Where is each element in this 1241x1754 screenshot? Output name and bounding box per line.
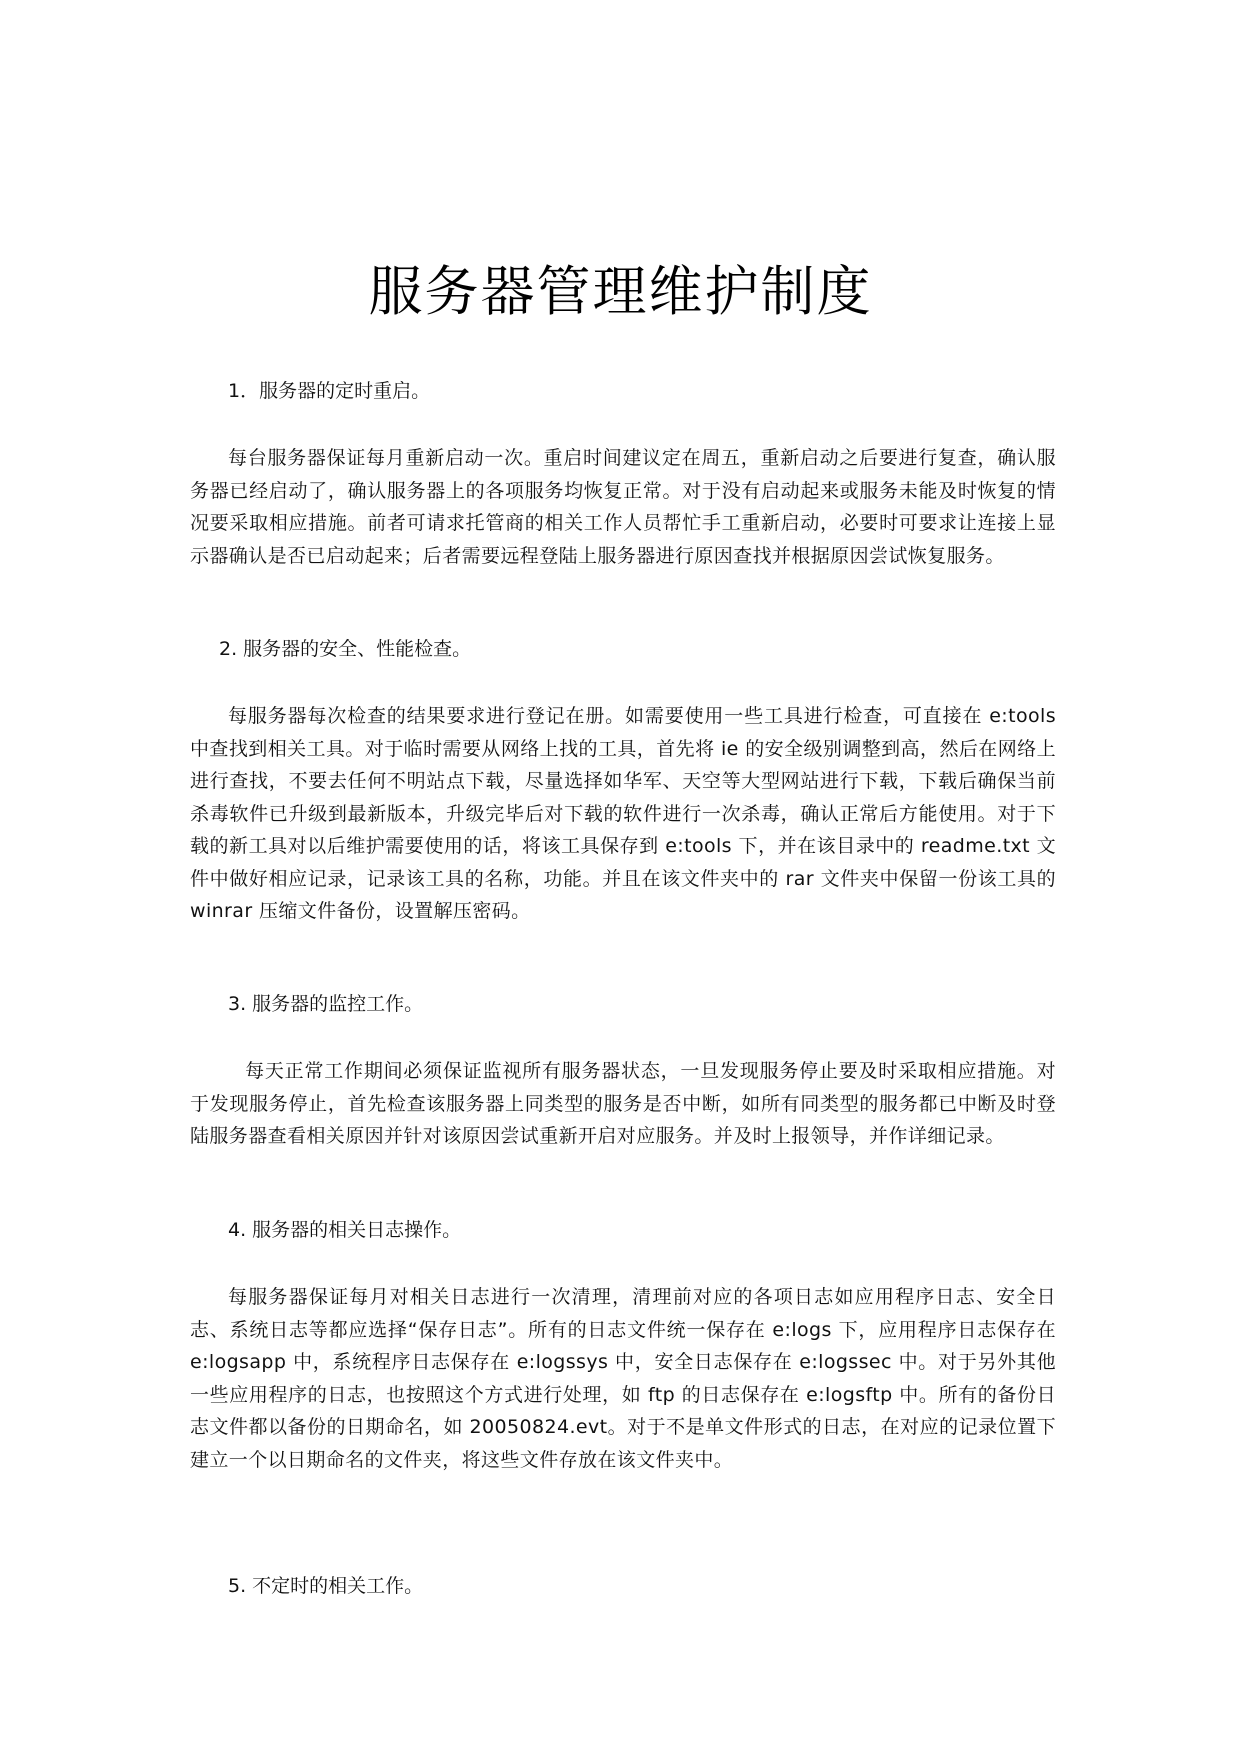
section-5-heading: 5. 不定时的相关工作。 (228, 1575, 424, 1597)
section-4-heading: 4. 服务器的相关日志操作。 (228, 1219, 462, 1241)
section-3-body: 每天正常工作期间必须保证监视所有服务器状态，一旦发现服务停止要及时采取相应措施。对于发现服务停止，首先检查该服务器上同类型的服务是否中断，如所有同类型的服务都已中断及时登陆服务器查看相关原因并针对该原因尝试重新开启对应服务。并及时上报领导，并作详细记录。 (190, 1060, 1056, 1147)
section-3-heading: 3. 服务器的监控工作。 (228, 993, 424, 1015)
section-1-heading: 1．服务器的定时重启。 (228, 380, 431, 402)
section-1-body: 每台服务器保证每月重新启动一次。重启时间建议定在周五，重新启动之后要进行复查，确认服务器已经启动了，确认服务器上的各项服务均恢复正常。对于没有启动起来或服务未能及时恢复的情况要采取相应措施。前者可请求托管商的相关工作人员帮忙手工重新启动，必要时可要求让连接上显示器确认是否已启动起来；后者需要远程登陆上服务器进行原因查找并根据原因尝试恢复服务。 (190, 447, 1056, 567)
section-4-body: 每服务器保证每月对相关日志进行一次清理，清理前对应的各项日志如应用程序日志、安全日志、系统日志等都应选择“保存日志”。所有的日志文件统一保存在 e:logs 下，应用程序日志保存在 e:logsapp 中，系统程序日志保存在 e:logssys 中，安全日志保存在 e:logssec 中。对于另外其他一些应用程序的日志，也按照这个方式进行处理，如 ftp 的日志保存在 e:logsftp 中。所有的备份日志文件都以备份的日期命名，如 20050824.evt。对于不是单文件形式的日志，在对应的记录位置下建立一个以日期命名的文件夹，将这些文件存放在该文件夹中。 (190, 1286, 1056, 1471)
section-2-heading: 2. 服务器的安全、性能检查。 (219, 638, 472, 660)
document-title: 服务器管理维护制度 (368, 260, 873, 323)
section-2-body: 每服务器每次检查的结果要求进行登记在册。如需要使用一些工具进行检查，可直接在 e:tools 中查找到相关工具。对于临时需要从网络上找的工具，首先将 ie 的安全级别调整到高，然后在网络上进行查找，不要去任何不明站点下载，尽量选择如华军、天空等大型网站进行下载，下载后确保当前杀毒软件已升级到最新版本，升级完毕后对下载的软件进行一次杀毒，确认正常后方能使用。对于下载的新工具对以后维护需要使用的话，将该工具保存到 e:tools 下，并在该目录中的 readme.txt 文件中做好相应记录，记录该工具的名称，功能。并且在该文件夹中的 rar 文件夹中保留一份该工具的 winrar 压缩文件备份，设置解压密码。 (190, 705, 1056, 922)
